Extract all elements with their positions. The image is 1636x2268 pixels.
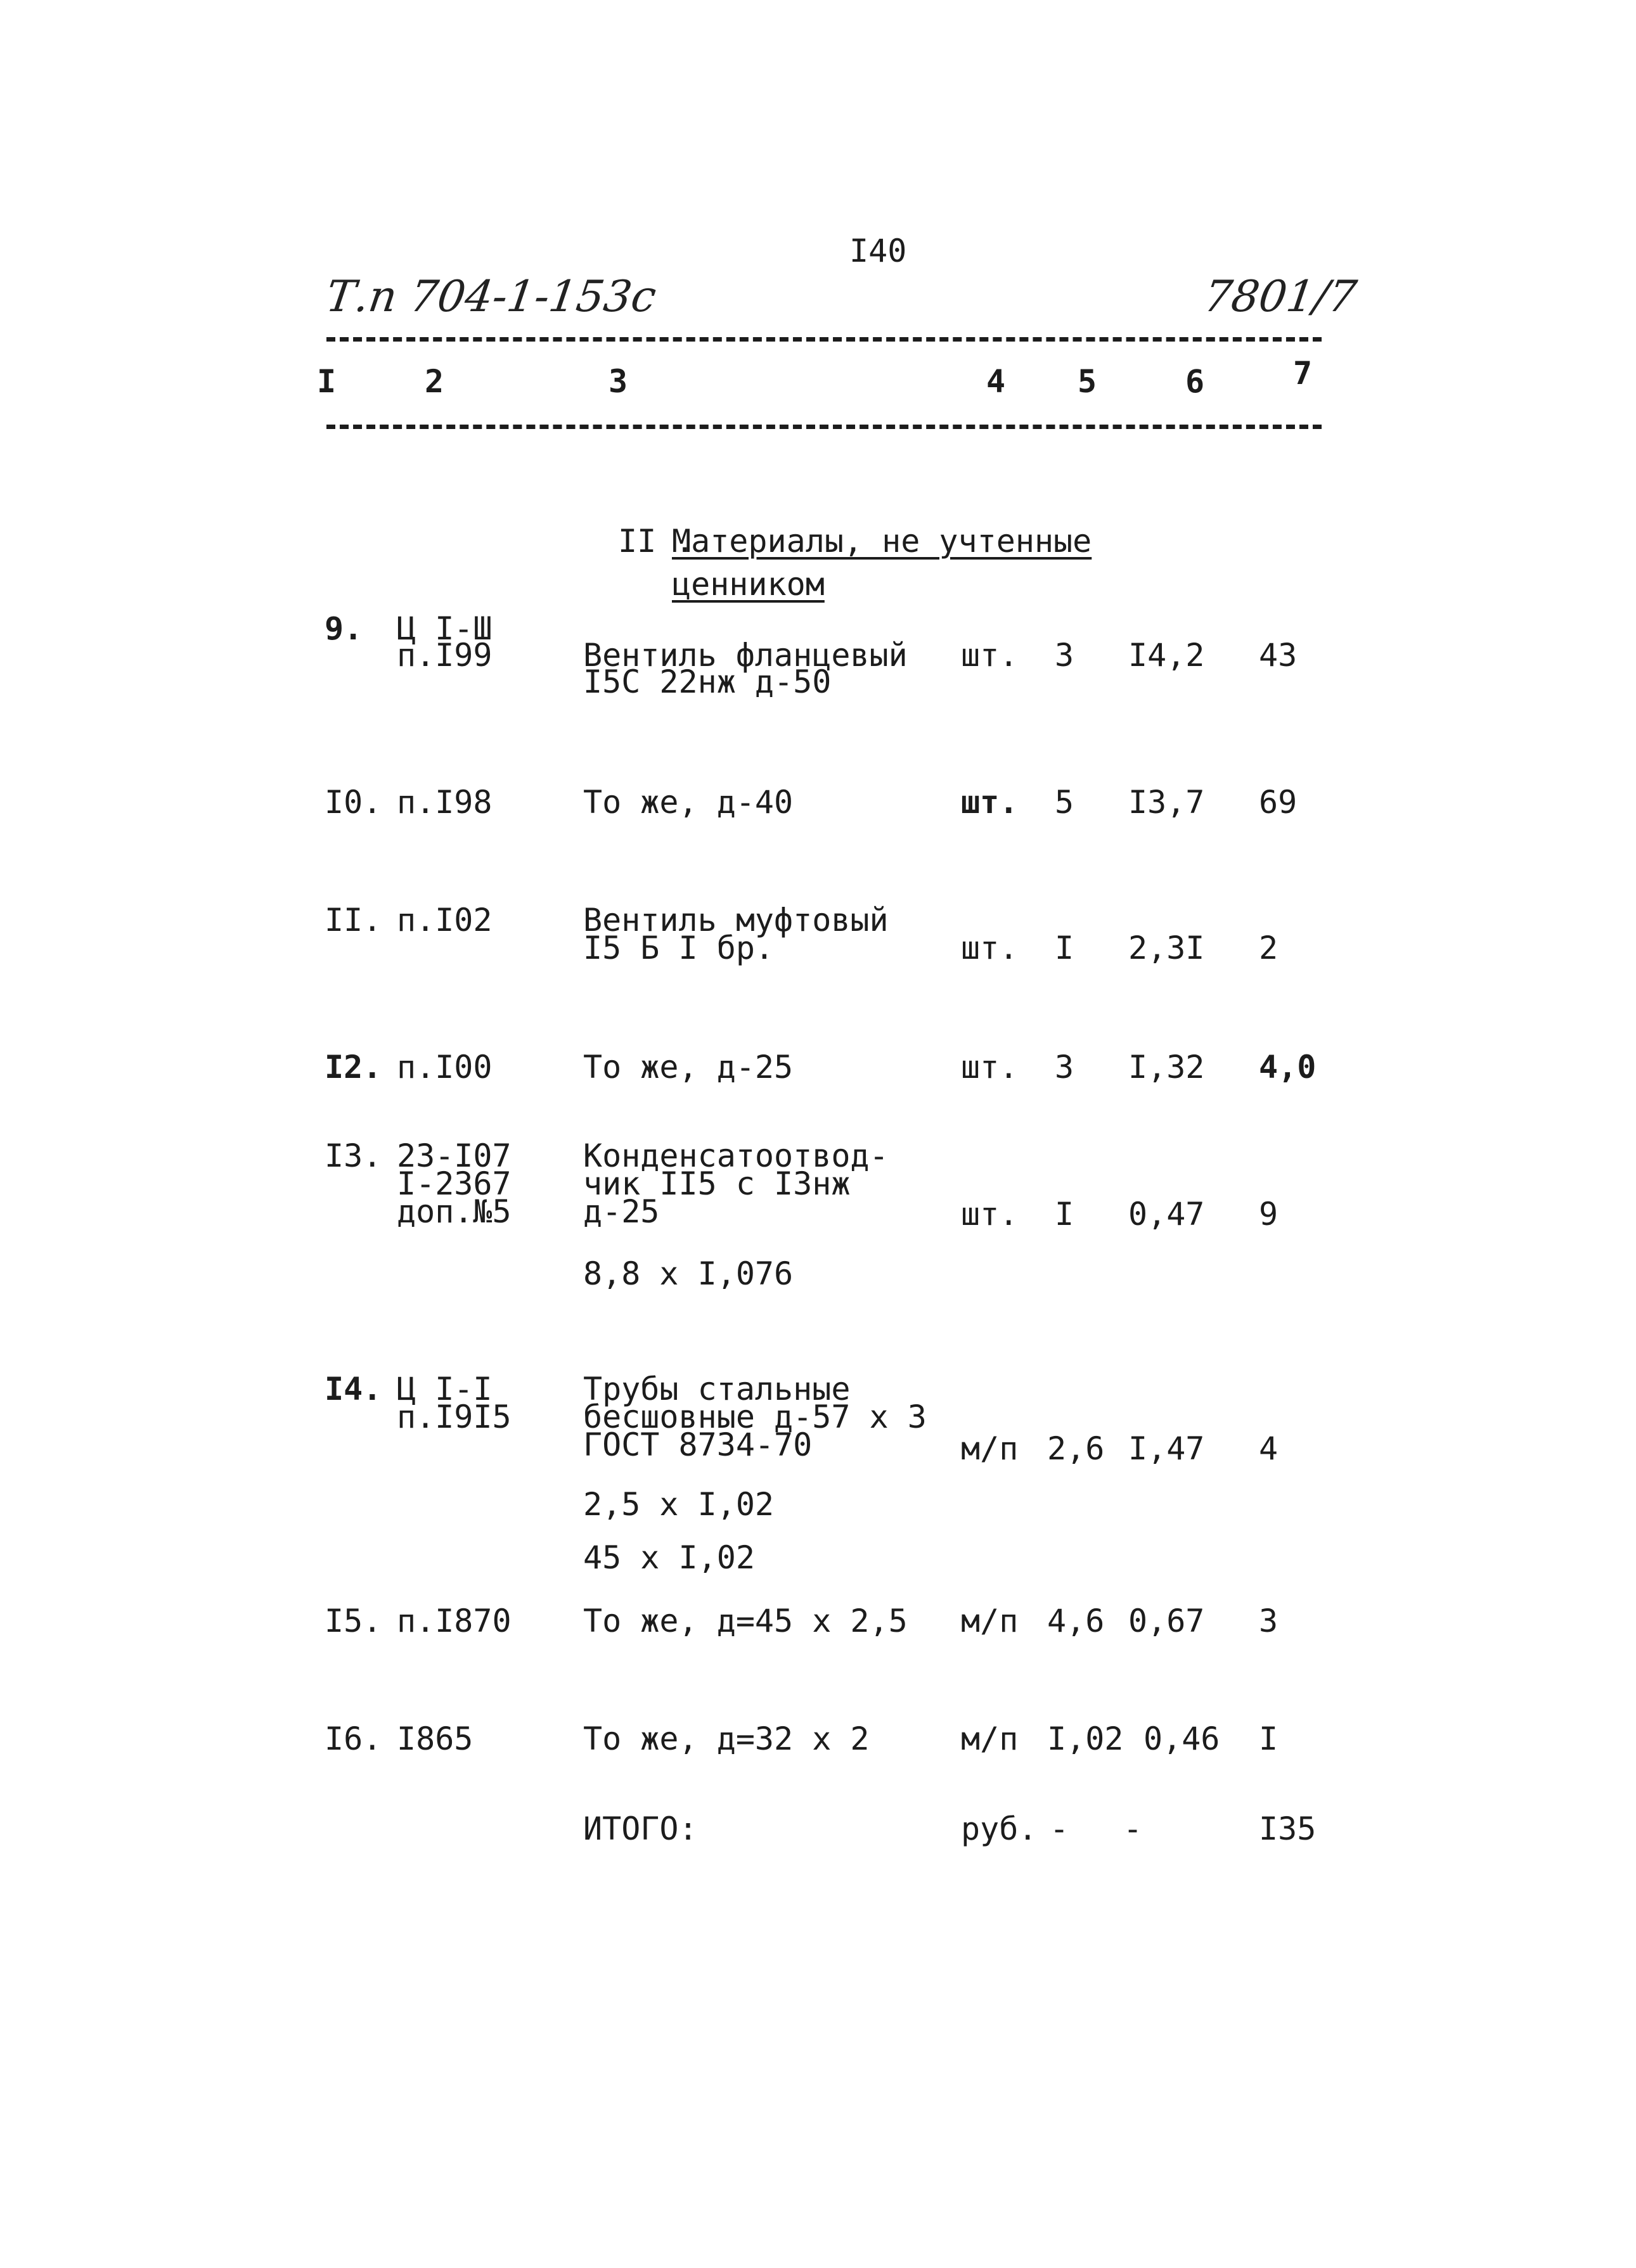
- column-number-7: 7: [1293, 355, 1313, 392]
- row-code: Ц I-Ш: [397, 610, 493, 647]
- row-name: Вентиль муфтовый: [583, 902, 889, 939]
- column-number-2: 2: [425, 363, 444, 400]
- section-title-line2: ценником: [672, 566, 825, 603]
- row-unit: шт.: [961, 930, 1019, 966]
- row-number: I2.: [325, 1049, 382, 1086]
- row-name: Вентиль фланцевый: [583, 637, 908, 674]
- row-code: п.I870: [397, 1603, 512, 1639]
- row-total: 9: [1259, 1196, 1279, 1233]
- row-number: I5.: [325, 1603, 382, 1639]
- row-code: п.I98: [397, 784, 493, 821]
- row-qty: I: [1055, 1196, 1074, 1233]
- row-qty: I,02: [1047, 1720, 1124, 1757]
- row-unit: м/п: [961, 1720, 1019, 1757]
- section-prefix: II .: [618, 523, 695, 560]
- row-qty: I: [1055, 930, 1074, 966]
- column-number-6: 6: [1185, 363, 1205, 400]
- row-name: Конденсатоотвод-: [583, 1137, 889, 1174]
- row-number: I0.: [325, 784, 382, 821]
- row-unit: шт.: [961, 637, 1019, 674]
- row-name: Трубы стальные: [583, 1371, 851, 1407]
- column-number-3: 3: [609, 363, 628, 400]
- row-total: I: [1259, 1720, 1279, 1757]
- row-total: 4: [1259, 1430, 1279, 1467]
- row-unit: шт.: [961, 1049, 1019, 1086]
- row-total: 4,0: [1259, 1049, 1317, 1086]
- column-number-4: 4: [986, 363, 1006, 400]
- row-name: То же, д-40: [583, 784, 794, 821]
- row-total: 3: [1259, 1603, 1279, 1639]
- total-sum: I35: [1259, 1810, 1317, 1847]
- row-number: 9.: [325, 610, 363, 647]
- row-price: 0,67: [1128, 1603, 1205, 1639]
- row-price: I4,2: [1128, 637, 1205, 674]
- row-number: I4.: [325, 1371, 382, 1407]
- row-note: 8,8 x I,076: [583, 1255, 794, 1292]
- row-qty: 3: [1055, 637, 1074, 674]
- row-code: п.I9I5: [397, 1399, 512, 1435]
- row-name: ГОСТ 8734-70: [583, 1426, 813, 1463]
- row-code: 23-I07: [397, 1137, 512, 1174]
- row-code: п.I02: [397, 902, 493, 939]
- row-code: Ц I-I: [397, 1371, 493, 1407]
- page-number: I40: [849, 233, 907, 269]
- row-code: доп.№5: [397, 1193, 512, 1230]
- row-note: 2,5 x I,02: [583, 1486, 775, 1523]
- doc-code-handwritten: Т.п 704-1-153с: [323, 272, 659, 322]
- row-price: 2,3I: [1128, 930, 1205, 966]
- column-number-1: I: [317, 363, 337, 400]
- row-number: I3.: [325, 1137, 382, 1174]
- row-qty: 4,6: [1047, 1603, 1105, 1639]
- column-number-5: 5: [1078, 363, 1097, 400]
- total-price: -: [1123, 1810, 1143, 1847]
- row-price: I,47: [1128, 1430, 1205, 1467]
- row-name: То же, д=32 x 2: [583, 1720, 870, 1757]
- row-unit: шт.: [961, 1196, 1019, 1233]
- row-price: 0,47: [1128, 1196, 1205, 1233]
- row-name: То же, д=45 x 2,5: [583, 1603, 908, 1639]
- row-name: д-25: [583, 1193, 660, 1230]
- row-name: I5 Б I бр.: [583, 930, 775, 966]
- total-qty: -: [1050, 1810, 1069, 1847]
- row-unit: шт.: [961, 784, 1019, 821]
- row-note: 45 x I,02: [583, 1539, 755, 1576]
- row-price: I,32: [1128, 1049, 1205, 1086]
- header-dashed-rule-bottom: [326, 425, 1322, 429]
- row-total: 69: [1259, 784, 1298, 821]
- row-number: II.: [325, 902, 382, 939]
- row-price: 0,46: [1143, 1720, 1220, 1757]
- row-qty: 2,6: [1047, 1430, 1105, 1467]
- row-name: То же, д-25: [583, 1049, 794, 1086]
- row-unit: м/п: [961, 1430, 1019, 1467]
- row-price: I3,7: [1128, 784, 1205, 821]
- total-label: ИТОГО:: [583, 1810, 698, 1847]
- row-code: п.I00: [397, 1049, 493, 1086]
- row-name: бесшовные д-57 x 3: [583, 1399, 927, 1435]
- total-unit: руб.: [961, 1810, 1038, 1847]
- section-title-line1: Материалы, не учтенные: [672, 523, 1092, 560]
- row-total: 43: [1259, 637, 1298, 674]
- row-name: чик II5 с I3нж: [583, 1165, 851, 1202]
- sheet-code-handwritten: 7801/7: [1201, 272, 1360, 322]
- row-code: I-2367: [397, 1165, 512, 1202]
- row-code: п.I99: [397, 637, 493, 674]
- header-dashed-rule-top: [326, 337, 1322, 342]
- row-name: I5С 22нж д-50: [583, 663, 832, 700]
- row-total: 2: [1259, 930, 1279, 966]
- row-code: I865: [397, 1720, 473, 1757]
- row-qty: 3: [1055, 1049, 1074, 1086]
- row-qty: 5: [1055, 784, 1074, 821]
- row-unit: м/п: [961, 1603, 1019, 1639]
- row-number: I6.: [325, 1720, 382, 1757]
